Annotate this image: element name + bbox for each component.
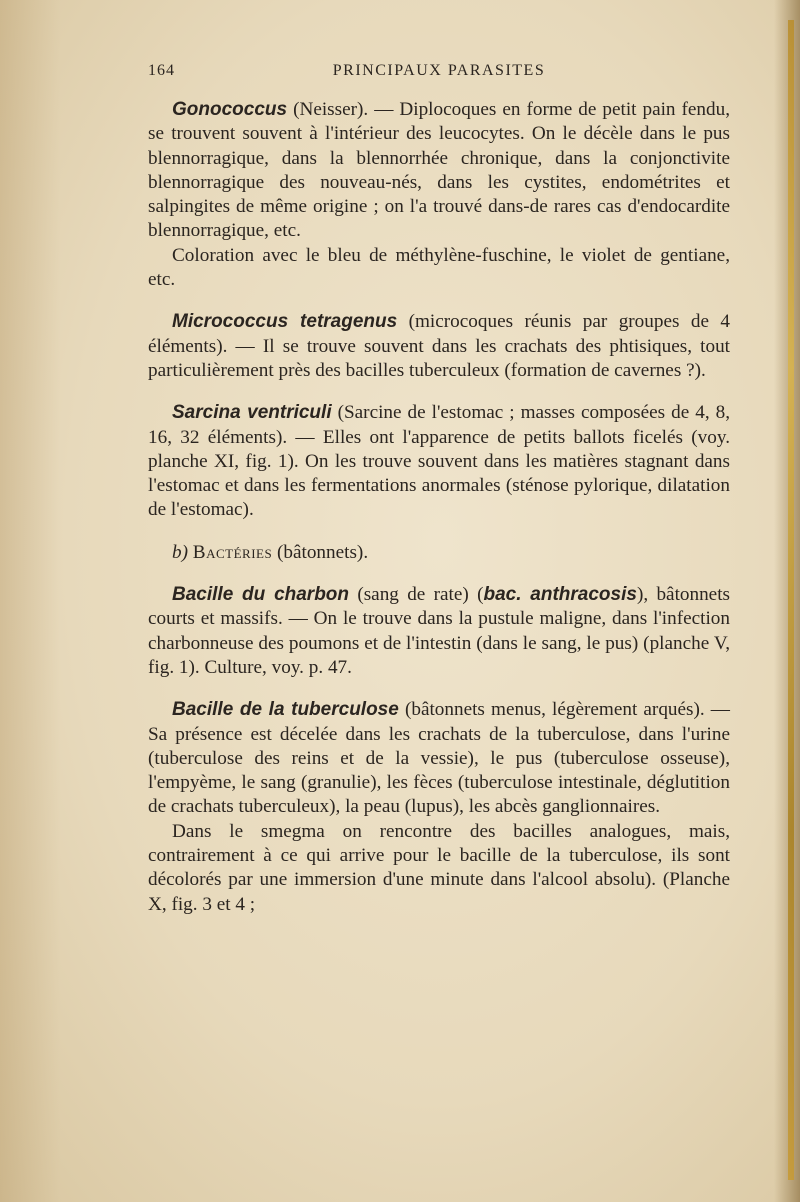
- page-shadow-left: [0, 0, 60, 1202]
- species-name: Bacille de la tuberculose: [172, 699, 399, 721]
- section-label: b): [172, 541, 188, 563]
- entry-gonococcus-coloration: [148, 244, 730, 293]
- entry-charbon: [148, 583, 730, 680]
- page-body: [148, 98, 730, 917]
- spacer: [148, 523, 730, 541]
- running-header: [148, 62, 730, 86]
- entry-tuberculose: [148, 698, 730, 819]
- page-number: 164: [148, 62, 175, 79]
- species-name: Micrococcus tetragenus: [172, 311, 398, 333]
- entry-text: (Neisser). — Diplocoques en forme de petit pain fendu, se trouvent souvent à l'intérieur des leucocytes. On le décèle dans le pus blennorragique, dans la blennorrhée chronique, dans la conjonctivite blennorragique des nouveau-nés, dans les cystites, endométrites et salpingites de même origine ; on l'a trouvé dans-de rares cas d'endocardite blennorragique, etc.: [148, 99, 730, 242]
- spacer: [148, 680, 730, 698]
- species-name: Sarcina ventriculi: [172, 402, 332, 424]
- running-title: PRINCIPAUX PARASITES: [332, 62, 546, 79]
- entry-micrococcus: [148, 310, 730, 383]
- section-subtitle: (bâtonnets).: [272, 541, 369, 563]
- section-heading-bacteries: [148, 541, 730, 565]
- species-name: Gonococcus: [172, 99, 288, 120]
- entry-text: (Sarcine de l'estomac ; masses composées de 4, 8, 16, 32 éléments). — Elles ont l'apparence de petits ballots ficelés (voy. planche XI, fig. 1). On les trouve souvent dans les matières stagnant dans l'estomac et dans les fermentations anormales (sténose pylorique, dilatation de l'estomac).: [148, 402, 730, 521]
- entry-text: (sang de rate) (: [349, 584, 484, 606]
- entry-text: ), bâtonnets courts et massifs. — On le trouve dans la pustule maligne, dans l'infection charbonneuse des poumons et de l'intestin (dans le sang, le pus) (planche V, fig. 1). Culture, voy. p. 47.: [148, 584, 730, 678]
- smegma-text: Dans le smegma on rencontre des bacilles analogues, mais, contrairement à ce qui arrive pour le bacille de la tuberculose, ils sont décolorés par une immersion d'une minute dans l'alcool absolu). (Planche X, fig. 3 et 4 ;: [148, 820, 730, 915]
- entry-smegma: [148, 820, 730, 917]
- entry-text: (microcoques réunis par groupes de 4 éléments). — Il se trouve souvent dans les crachats des phtisiques, tout particulièrement près des bacilles tuberculeux (formation de cavernes ?).: [148, 311, 730, 381]
- species-alt-name: bac. anthracosis: [483, 584, 637, 606]
- section-title: Bactéries: [192, 541, 273, 563]
- page-shadow-right: [774, 0, 800, 1202]
- species-name: Bacille du charbon: [172, 584, 350, 606]
- entry-text: (bâtonnets menus, légèrement arqués). — Sa présence est décelée dans les crachats de la tuberculose, dans l'urine (tuberculose des reins et de la vessie), le pus (tuberculose osseuse), l'empyème, le sang (granulie), les fèces (tuberculose intestinale, déglutition de crachats tuberculeux), la peau (lupus), les abcès ganglionnaires.: [148, 699, 730, 818]
- spacer: [148, 565, 730, 583]
- coloration-text: Coloration avec le bleu de méthylène-fuschine, le violet de gentiane, etc.: [148, 244, 730, 291]
- spacer: [148, 383, 730, 401]
- entry-sarcina: [148, 401, 730, 522]
- gilt-edge: [788, 20, 794, 1180]
- entry-gonococcus: [148, 98, 730, 244]
- spacer: [148, 292, 730, 310]
